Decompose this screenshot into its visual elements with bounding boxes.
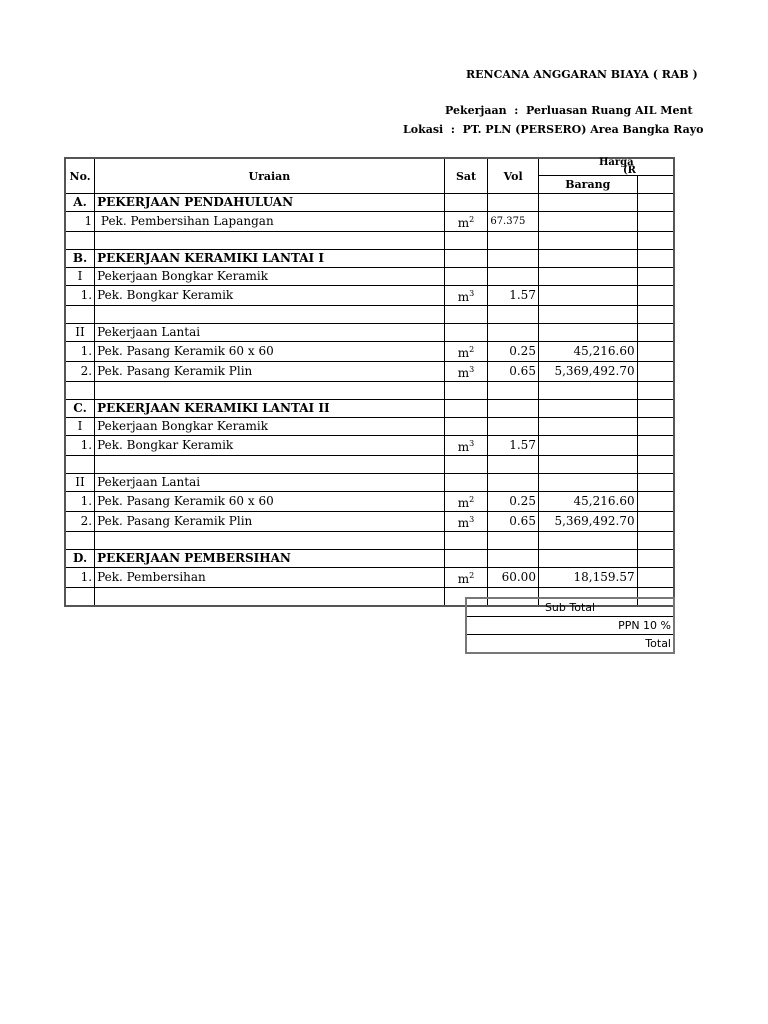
item-vol: 1.57 xyxy=(488,286,539,306)
totals-row-ppn xyxy=(466,617,674,635)
table-row xyxy=(65,362,674,382)
item-price: 5,369,492.70 xyxy=(538,512,637,532)
totals-row-subtotal xyxy=(466,598,674,617)
table-row-empty xyxy=(65,306,674,324)
rab-table xyxy=(64,157,675,607)
col-header-harga-unit: (R xyxy=(622,165,636,176)
item-vol: 1.57 xyxy=(488,436,539,456)
item-vol: 60.00 xyxy=(488,568,539,588)
item-no: 1. xyxy=(65,492,95,512)
item-no: 1. xyxy=(65,436,95,456)
item-desc: Pek. Bongkar Keramik xyxy=(95,436,445,456)
table-row xyxy=(65,342,674,362)
job-value: Perluasan Ruang AIL Ment xyxy=(526,104,693,117)
job-line: Pekerjaan : Perluasan Ruang AIL Ment xyxy=(445,104,693,117)
location-value: PT. PLN (PERSERO) Area Bangka Rayo xyxy=(462,123,704,136)
table-row-empty xyxy=(65,532,674,550)
table-row-empty xyxy=(65,456,674,474)
item-price xyxy=(538,286,637,306)
item-desc: Pek. Pasang Keramik 60 x 60 xyxy=(95,342,445,362)
section-code: B. xyxy=(65,250,95,268)
item-unit: $m^2$ xyxy=(444,492,488,512)
item-unit: $m^3$ xyxy=(444,436,488,456)
section-code: D. xyxy=(65,550,95,568)
item-vol: 0.65 xyxy=(488,362,539,382)
job-label: Pekerjaan xyxy=(445,104,507,117)
table-row xyxy=(65,250,674,268)
section-name: PEKERJAAN PENDAHULUAN xyxy=(95,194,445,212)
item-vol: 0.25 xyxy=(488,492,539,512)
location-label: Lokasi xyxy=(403,123,444,136)
item-vol: 67.375 xyxy=(488,212,539,232)
item-desc: Pek. Pasang Keramik Plin xyxy=(95,512,445,532)
table-row xyxy=(65,324,674,342)
item-price: 45,216.60 xyxy=(538,492,637,512)
item-price: 5,369,492.70 xyxy=(538,362,637,382)
col-header-no: No. xyxy=(65,158,95,194)
item-unit: $m^3$ xyxy=(444,286,488,306)
location-line: Lokasi : PT. PLN (PERSERO) Area Bangka Rayo xyxy=(403,123,704,136)
table-row xyxy=(65,512,674,532)
item-unit: $m^2$ xyxy=(444,342,488,362)
item-vol: 0.25 xyxy=(488,342,539,362)
col-header-barang: Barang xyxy=(538,176,637,194)
item-no: 1 xyxy=(65,212,95,232)
section-name: PEKERJAAN KERAMIKI LANTAI II xyxy=(95,400,445,418)
col-header-uraian: Uraian xyxy=(95,158,445,194)
item-price xyxy=(538,436,637,456)
table-row xyxy=(65,212,674,232)
totals-table xyxy=(465,597,675,654)
subsection-code: I xyxy=(65,268,95,286)
table-row xyxy=(65,568,674,588)
document-title: RENCANA ANGGARAN BIAYA ( RAB ) xyxy=(466,68,698,81)
subsection-code: I xyxy=(65,418,95,436)
item-no: 1. xyxy=(65,568,95,588)
table-row xyxy=(65,268,674,286)
section-name: PEKERJAAN PEMBERSIHAN xyxy=(95,550,445,568)
subtotal-label: Sub Total xyxy=(466,598,674,617)
col-header-harga xyxy=(538,158,674,176)
subsection-name: Pekerjaan Bongkar Keramik xyxy=(95,418,445,436)
ppn-label: PPN 10 % xyxy=(466,617,674,635)
table-row xyxy=(65,418,674,436)
item-desc: Pek. Pasang Keramik 60 x 60 xyxy=(95,492,445,512)
item-desc: Pek. Bongkar Keramik xyxy=(95,286,445,306)
table-row-empty xyxy=(65,382,674,400)
item-price xyxy=(538,212,637,232)
table-row xyxy=(65,286,674,306)
table-row xyxy=(65,474,674,492)
total-label: Total xyxy=(466,635,674,654)
item-price: 18,159.57 xyxy=(538,568,637,588)
subsection-name: Pekerjaan Lantai xyxy=(95,474,445,492)
subsection-name: Pekerjaan Lantai xyxy=(95,324,445,342)
item-price: 45,216.60 xyxy=(538,342,637,362)
item-no: 1. xyxy=(65,286,95,306)
item-vol: 0.65 xyxy=(488,512,539,532)
totals-row-total xyxy=(466,635,674,654)
table-row xyxy=(65,492,674,512)
subsection-name: Pekerjaan Bongkar Keramik xyxy=(95,268,445,286)
table-row xyxy=(65,550,674,568)
item-no: 2. xyxy=(65,512,95,532)
item-unit: $m^3$ xyxy=(444,362,488,382)
subsection-code: II xyxy=(65,474,95,492)
col-header-vol: Vol xyxy=(488,158,539,194)
col-header-sat: Sat xyxy=(444,158,488,194)
item-unit: $m^2$ xyxy=(444,568,488,588)
subsection-code: II xyxy=(65,324,95,342)
item-desc: Pek. Pembersihan Lapangan xyxy=(95,212,445,232)
table-row xyxy=(65,194,674,212)
section-code: C. xyxy=(65,400,95,418)
item-desc: Pek. Pasang Keramik Plin xyxy=(95,362,445,382)
col-header-extra xyxy=(637,176,674,194)
col-header-harga-top: Harga xyxy=(598,157,634,168)
section-code: A. xyxy=(65,194,95,212)
table-row-empty xyxy=(65,232,674,250)
item-no: 1. xyxy=(65,342,95,362)
item-unit: $m^3$ xyxy=(444,512,488,532)
table-row xyxy=(65,400,674,418)
table-header-row-1 xyxy=(65,158,674,176)
item-no: 2. xyxy=(65,362,95,382)
section-name: PEKERJAAN KERAMIKI LANTAI I xyxy=(95,250,445,268)
item-desc: Pek. Pembersihan xyxy=(95,568,445,588)
item-unit: $m^2$ xyxy=(444,212,488,232)
table-row xyxy=(65,436,674,456)
